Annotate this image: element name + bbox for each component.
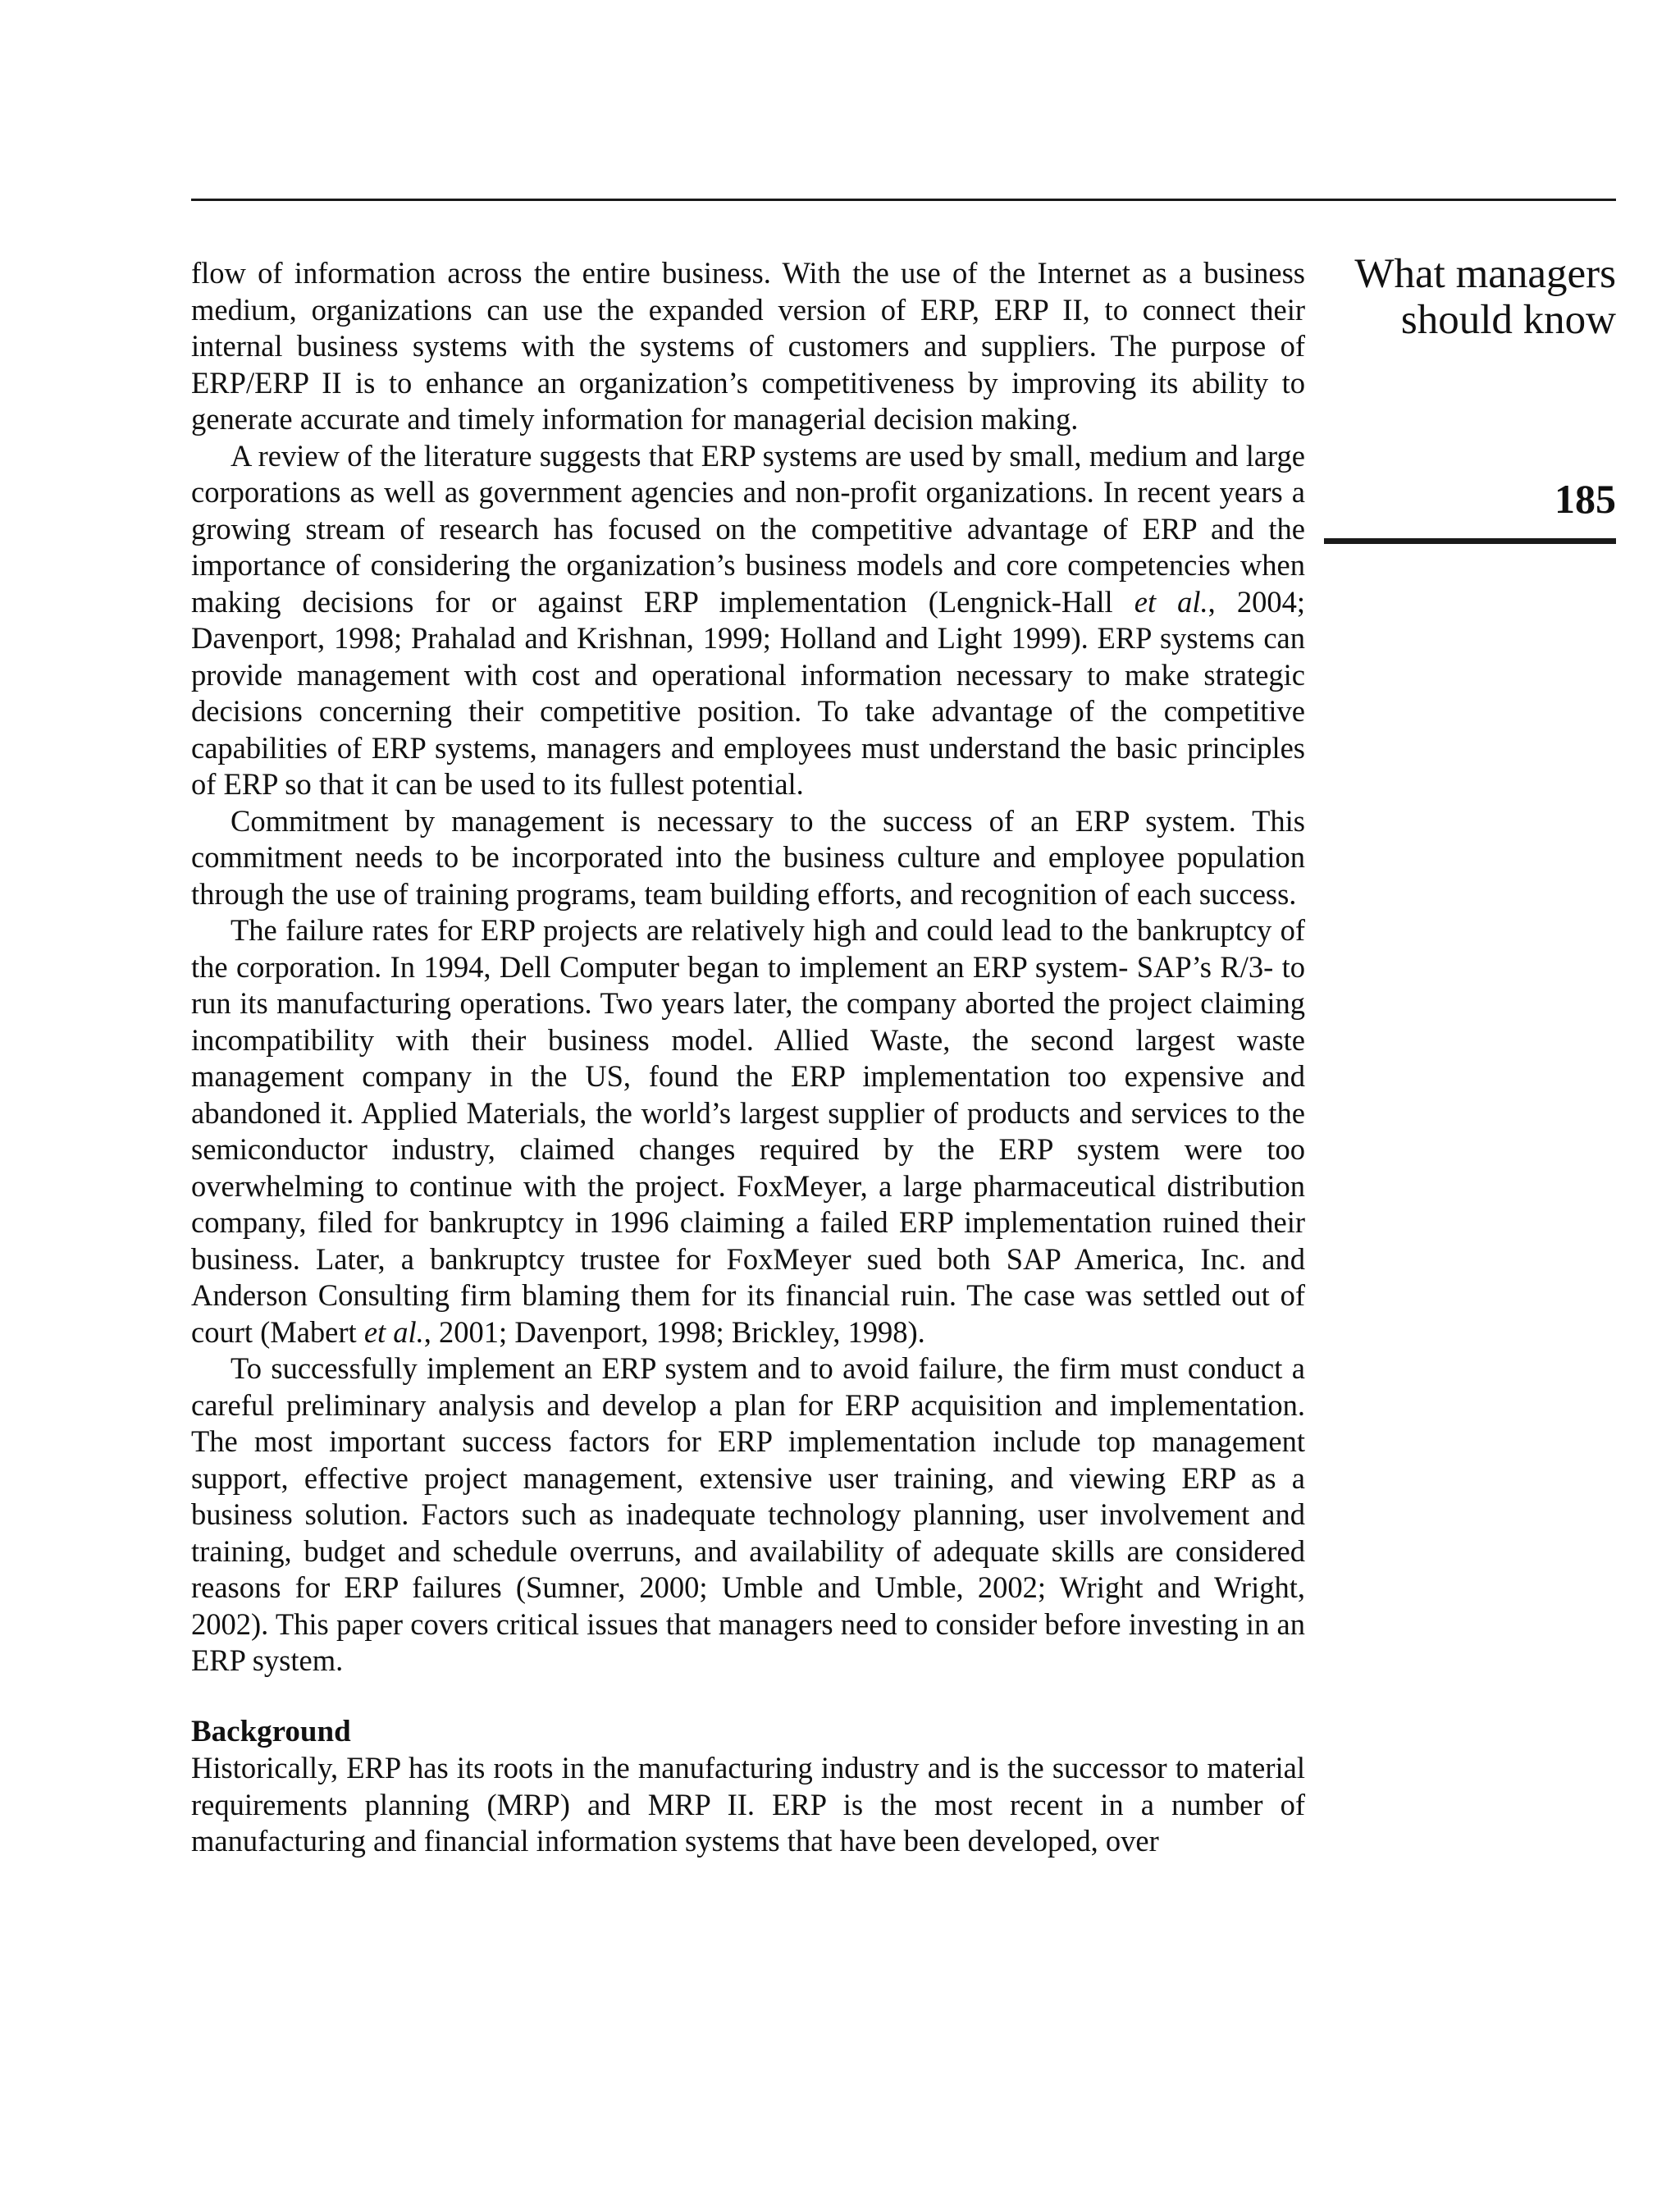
paragraph-4-part-b: , 2001; Davenport, 1998; Brickley, 1998). (423, 1314, 925, 1349)
paragraph-4 (191, 912, 1305, 1350)
running-head-line-1: What managers (1354, 251, 1616, 297)
paragraph-2-part-a: A review of the literature suggests that ERP systems are used by small, medium and large corporations as well as government agencies and non-profit organizations. In recent years a growing stream of research has focused on the competitive advantage of ERP and the importance of considering the organization’s business models and core competencies when making decisions for or against ERP implementation (Lengnick-Hall (191, 438, 1305, 619)
paragraph-3: Commitment by management is necessary to the success of an ERP system. This commitment needs to be incorporated into the business culture and employee population through the use of training programs, team building efforts, and recognition of each success. (191, 803, 1305, 911)
citation-et-al: et al. (363, 1314, 424, 1349)
page-number: 185 (1554, 476, 1616, 522)
section-heading-background: Background (191, 1714, 351, 1748)
citation-et-al: et al. (1134, 584, 1208, 619)
paragraph-6: Historically, ERP has its roots in the manufacturing industry and is the successor to material requirements planning (MRP) and MRP II. ERP is the most recent in a number of manufacturing and financial information systems that have been developed, over (191, 1751, 1305, 1858)
page-number-rule (1324, 538, 1616, 544)
paragraph-1: flow of information across the entire business. With the use of the Internet as a business medium, organizations can use the expanded version of ERP, ERP II, to connect their internal business systems with the systems of customers and suppliers. The purpose of ERP/ERP II is to enhance an organization’s competitiveness by improving its ability to generate accurate and timely information for managerial decision making. (191, 256, 1305, 436)
paragraph-2 (191, 438, 1305, 803)
paragraph-5: To successfully implement an ERP system and to avoid failure, the firm must conduct a careful preliminary analysis and develop a plan for ERP acquisition and implementation. The most important success factors for ERP implementation include top management support, effective project management, extensive user training, and viewing ERP as a business solution. Factors such as inadequate technology planning, user involvement and training, budget and schedule overruns, and availability of adequate skills are considered reasons for ERP failures (Sumner, 2000; Umble and Umble, 2002; Wright and Wright, 2002). This paper covers critical issues that managers need to consider before investing in an ERP system. (191, 1351, 1305, 1677)
body-text (191, 255, 1305, 1860)
paragraph-4-part-a: The failure rates for ERP projects are relatively high and could lead to the bankruptcy of the corporation. In 1994, Dell Computer began to implement an ERP system- SAP’s R/3- to run its manufacturing operations. Two years later, the company aborted the project claiming incompatibility with their business model. Allied Waste, the second largest waste management company in the US, found the ERP implementation too expensive and abandoned it. Applied Materials, the world’s largest supplier of products and services to the semiconductor industry, claimed changes required by the ERP system were too overwhelming to continue with the project. FoxMeyer, a large pharmaceutical distribution company, filed for bankruptcy in 1996 claiming a failed ERP implementation ruined their business. Later, a bankruptcy trustee for FoxMeyer sued both SAP America, Inc. and Anderson Consulting firm blaming them for its financial ruin. The case was settled out of court (Mabert (191, 913, 1305, 1349)
top-rule (191, 199, 1616, 201)
running-head-line-2: should know (1400, 297, 1616, 343)
paragraph-2-part-b: , 2004; Davenport, 1998; Prahalad and Krishnan, 1999; Holland and Light 1999). ERP systems can provide management with cost and operational information necessary to make strategic decisions concerning their competitive position. To take advantage of the competitive capabilities of ERP systems, managers and employees must understand the basic principles of ERP so that it can be used to its fullest potential. (191, 584, 1305, 801)
running-head (1271, 251, 1616, 343)
